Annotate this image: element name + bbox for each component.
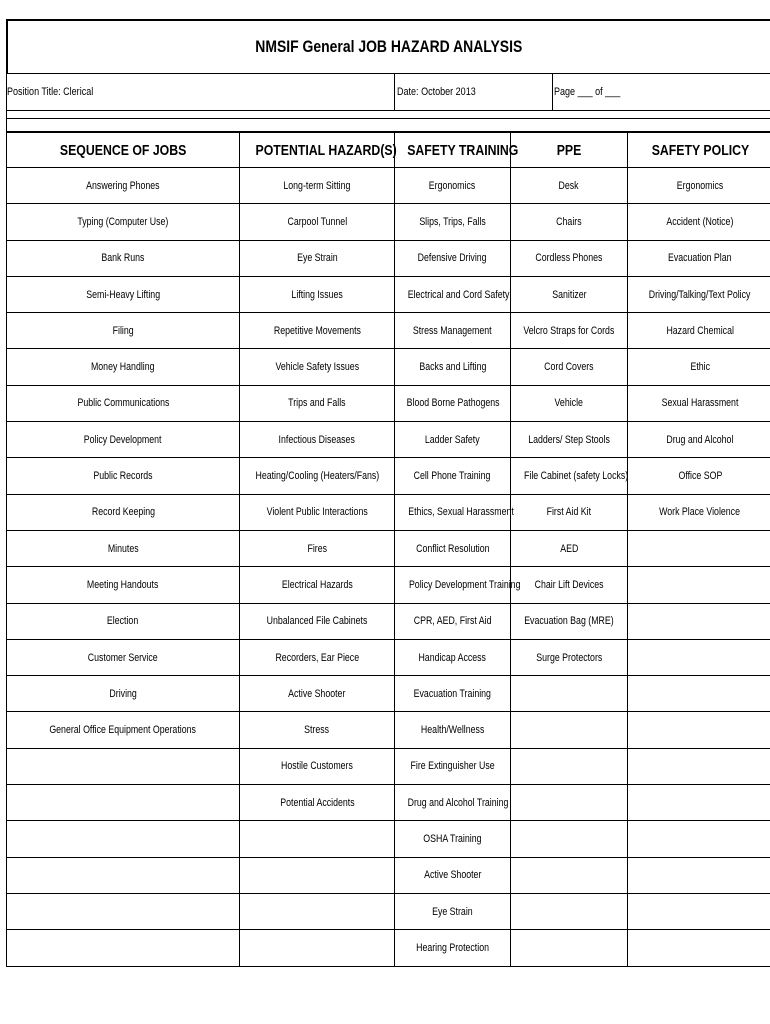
table-row [7, 530, 770, 566]
table-row [7, 785, 770, 821]
cell-text: Repetitive Movements [273, 324, 361, 337]
cell-text: Backs and Lifting [418, 361, 487, 374]
cell-training [395, 930, 511, 966]
cell-training [395, 349, 511, 385]
cell-hazard [240, 712, 395, 748]
cell-training [395, 567, 521, 603]
cell-hazard [240, 168, 395, 204]
cell-text: Heating/Cooling (Heaters/Fans) [255, 470, 380, 483]
info-row [6, 74, 770, 111]
document-title [6, 19, 770, 74]
table-row [7, 567, 770, 603]
cell-text: Hazard Chemical [666, 324, 734, 337]
cell-text: Chairs [556, 215, 582, 228]
cell-training [395, 821, 511, 857]
title-text: NMSIF General JOB HAZARD ANALYSIS [255, 37, 523, 56]
cell-text: Infectious Diseases [278, 433, 356, 446]
cell-text: Velcro Straps for Cords [523, 324, 615, 337]
cell-ppe [511, 785, 628, 821]
page-cell [552, 74, 764, 110]
cell-text: Violent Public Interactions [266, 506, 368, 519]
cell-text: Unbalanced File Cabinets [266, 615, 368, 628]
cell-job [7, 567, 240, 603]
cell-text: Evacuation Plan [668, 252, 732, 265]
cell-text: Health/Wellness [420, 724, 485, 737]
cell-training [395, 530, 511, 566]
cell-training [395, 639, 511, 675]
cell-policy [628, 893, 770, 929]
cell-hazard [240, 567, 395, 603]
cell-ppe [511, 748, 628, 784]
cell-job [7, 821, 240, 857]
cell-text: Recorders, Ear Piece [275, 651, 359, 664]
cell-text: Handicap Access [418, 651, 487, 664]
cell-text: Filing [112, 324, 134, 337]
cell-training [395, 240, 511, 276]
cell-text: Work Place Violence [659, 506, 741, 519]
cell-hazard [240, 930, 395, 966]
cell-text: Money Handling [91, 361, 155, 374]
cell-policy [628, 639, 770, 675]
cell-job [7, 422, 240, 458]
cell-training [395, 168, 511, 204]
cell-text: Vehicle [554, 397, 584, 410]
header-safety-training: SAFETY TRAINING [395, 133, 511, 168]
table-row [7, 313, 770, 349]
cell-hazard [240, 422, 395, 458]
cell-text: Typing (Computer Use) [77, 215, 169, 228]
cell-policy [628, 785, 770, 821]
header-safety-policy: SAFETY POLICY [628, 133, 770, 168]
cell-ppe [511, 857, 628, 893]
cell-text: Active Shooter [288, 687, 346, 700]
cell-text: Trips and Falls [288, 397, 346, 410]
cell-text: Electrical Hazards [281, 578, 353, 591]
table-row [7, 712, 770, 748]
table-row [7, 603, 770, 639]
cell-policy [628, 240, 770, 276]
cell-hazard [240, 603, 395, 639]
cell-text: Surge Protectors [535, 651, 603, 664]
cell-text: Vehicle Safety Issues [275, 361, 359, 374]
table-row [7, 748, 770, 784]
cell-policy [628, 204, 770, 240]
cell-hazard [240, 785, 395, 821]
table-body [7, 168, 770, 967]
cell-text: Office SOP [678, 470, 722, 483]
table-row [7, 857, 770, 893]
table-row [7, 458, 770, 494]
cell-ppe [511, 930, 628, 966]
cell-training [395, 893, 511, 929]
cell-text: File Cabinet (safety Locks) [524, 470, 629, 483]
table-row [7, 168, 770, 204]
cell-policy [628, 458, 770, 494]
date-cell [395, 74, 553, 110]
cell-text: Eye Strain [296, 252, 338, 265]
cell-ppe [511, 458, 628, 494]
cell-text: Blood Borne Pathogens [406, 397, 500, 410]
cell-job [7, 204, 240, 240]
position-title-cell [7, 74, 395, 110]
table-row [7, 930, 770, 966]
cell-text: Public Communications [77, 397, 169, 410]
page-number-text: Page ___ of ___ [554, 86, 621, 98]
cell-job [7, 748, 240, 784]
cell-text: Drug and Alcohol [666, 433, 734, 446]
cell-job [7, 603, 240, 639]
cell-hazard [240, 857, 395, 893]
cell-training [395, 676, 511, 712]
cell-text: Potential Accidents [279, 796, 355, 809]
cell-job [7, 785, 240, 821]
cell-policy [628, 276, 770, 312]
cell-text: Long-term Sitting [283, 179, 351, 192]
cell-text: Desk [558, 179, 580, 192]
cell-job [7, 857, 240, 893]
cell-job [7, 712, 240, 748]
cell-text: Hostile Customers [281, 760, 353, 773]
cell-ppe [511, 530, 628, 566]
cell-hazard [240, 530, 395, 566]
cell-training [395, 712, 511, 748]
cell-text: Hearing Protection [416, 941, 489, 954]
cell-ppe [511, 639, 628, 675]
table-row [7, 240, 770, 276]
cell-text: Driving/Talking/Text Policy [649, 288, 751, 301]
cell-ppe [511, 204, 628, 240]
cell-text: Defensive Driving [418, 252, 487, 265]
cell-policy [628, 422, 770, 458]
cell-ppe [511, 712, 628, 748]
cell-text: Ergonomics [676, 179, 724, 192]
cell-text: Eye Strain [432, 905, 473, 918]
cell-text: Accident (Notice) [666, 215, 734, 228]
cell-text: Sexual Harassment [661, 397, 739, 410]
cell-text: Evacuation Bag (MRE) [524, 615, 614, 628]
cell-policy [628, 494, 770, 530]
cell-text: Ladders/ Step Stools [528, 433, 610, 446]
cell-text: Sanitizer [551, 288, 587, 301]
cell-policy [628, 168, 770, 204]
cell-training [395, 313, 511, 349]
table-row [7, 821, 770, 857]
cell-hazard [240, 821, 395, 857]
hazard-table [6, 132, 770, 967]
cell-text: Cord Covers [544, 361, 594, 374]
cell-policy [628, 603, 770, 639]
cell-text: Cordless Phones [535, 252, 603, 265]
cell-job [7, 313, 240, 349]
cell-text: Record Keeping [91, 506, 155, 519]
cell-ppe [511, 313, 628, 349]
cell-policy [628, 821, 770, 857]
cell-text: Minutes [107, 542, 139, 555]
cell-policy [628, 676, 770, 712]
cell-policy [628, 748, 770, 784]
cell-ppe [511, 168, 628, 204]
cell-text: OSHA Training [423, 832, 482, 845]
cell-job [7, 893, 240, 929]
cell-job [7, 930, 240, 966]
cell-hazard [240, 494, 395, 530]
table-row [7, 893, 770, 929]
cell-ppe [511, 567, 628, 603]
cell-ppe [511, 494, 628, 530]
cell-training [395, 785, 511, 821]
cell-training [395, 857, 511, 893]
position-title: Position Title: Clerical [7, 86, 94, 98]
cell-text: Chair Lift Devices [534, 578, 604, 591]
cell-text: Slips, Trips, Falls [419, 215, 486, 228]
cell-ppe [511, 349, 628, 385]
cell-training [395, 276, 511, 312]
cell-job [7, 530, 240, 566]
cell-text: Fires [307, 542, 327, 555]
cell-training [395, 385, 511, 421]
cell-text: Cell Phone Training [414, 470, 491, 483]
cell-hazard [240, 458, 395, 494]
cell-text: Stress Management [413, 324, 492, 337]
cell-job [7, 276, 240, 312]
cell-ppe [511, 276, 628, 312]
cell-policy [628, 530, 770, 566]
cell-hazard [240, 385, 395, 421]
cell-text: Bank Runs [101, 252, 145, 265]
cell-text: AED [559, 542, 579, 555]
cell-text: Conflict Resolution [415, 542, 490, 555]
table-row [7, 676, 770, 712]
table-row [7, 385, 770, 421]
cell-policy [628, 313, 770, 349]
cell-policy [628, 567, 770, 603]
job-hazard-analysis-sheet [6, 19, 770, 967]
header-sequence-of-jobs: SEQUENCE OF JOBS [7, 133, 240, 168]
cell-text: Active Shooter [423, 869, 482, 882]
cell-ppe [511, 893, 628, 929]
cell-hazard [240, 313, 395, 349]
cell-text: Stress [304, 724, 330, 737]
cell-text: Meeting Handouts [87, 578, 159, 591]
cell-text: Election [107, 615, 139, 628]
cell-job [7, 168, 240, 204]
cell-ppe [511, 385, 628, 421]
cell-ppe [511, 676, 628, 712]
table-row [7, 494, 770, 530]
cell-text: Policy Development Training [408, 578, 521, 591]
cell-hazard [240, 748, 395, 784]
table-row [7, 639, 770, 675]
cell-training [395, 494, 514, 530]
cell-policy [628, 857, 770, 893]
cell-training [395, 748, 511, 784]
cell-ppe [511, 422, 628, 458]
cell-hazard [240, 676, 395, 712]
cell-text: Fire Extinguisher Use [410, 760, 495, 773]
table-row [7, 349, 770, 385]
cell-hazard [240, 204, 395, 240]
cell-job [7, 240, 240, 276]
cell-text: Policy Development [84, 433, 162, 446]
cell-policy [628, 349, 770, 385]
cell-text: Driving [109, 687, 137, 700]
cell-job [7, 639, 240, 675]
spacer-row [6, 111, 770, 132]
cell-text: General Office Equipment Operations [49, 724, 197, 737]
table-row [7, 276, 770, 312]
cell-text: Carpool Tunnel [287, 215, 347, 228]
cell-job [7, 676, 240, 712]
cell-hazard [240, 893, 395, 929]
table-row [7, 422, 770, 458]
cell-training [395, 458, 511, 494]
cell-text: First Aid Kit [546, 506, 592, 519]
cell-hazard [240, 240, 395, 276]
cell-text: CPR, AED, First Aid [413, 615, 492, 628]
cell-text: Answering Phones [86, 179, 160, 192]
cell-policy [628, 712, 770, 748]
cell-hazard [240, 639, 395, 675]
cell-job [7, 458, 240, 494]
cell-text: Drug and Alcohol Training [407, 796, 509, 809]
date-text: Date: October 2013 [397, 86, 476, 98]
cell-training [395, 204, 511, 240]
cell-text: Public Records [93, 470, 153, 483]
table-header-row [7, 133, 770, 168]
cell-job [7, 494, 240, 530]
cell-ppe [511, 240, 628, 276]
cell-policy [628, 930, 770, 966]
cell-text: Ladder Safety [425, 433, 480, 446]
cell-hazard [240, 349, 395, 385]
header-potential-hazards: POTENTIAL HAZARD(S) [240, 133, 395, 168]
cell-text: Electrical and Cord Safety [407, 288, 510, 301]
cell-hazard [240, 276, 395, 312]
cell-text: Ethic [690, 361, 710, 374]
cell-text: Ergonomics [429, 179, 476, 192]
cell-text: Semi-Heavy Lifting [86, 288, 160, 301]
cell-text: Evacuation Training [413, 687, 492, 700]
cell-training [395, 422, 511, 458]
header-ppe: PPE [511, 133, 628, 168]
divider [7, 118, 770, 119]
cell-text: Lifting Issues [291, 288, 343, 301]
cell-job [7, 349, 240, 385]
cell-ppe [511, 603, 628, 639]
cell-training [395, 603, 511, 639]
cell-policy [628, 385, 770, 421]
cell-ppe [511, 821, 628, 857]
cell-text: Customer Service [88, 651, 158, 664]
table-row [7, 204, 770, 240]
cell-job [7, 385, 240, 421]
cell-text: Ethics, Sexual Harassment [408, 506, 514, 519]
